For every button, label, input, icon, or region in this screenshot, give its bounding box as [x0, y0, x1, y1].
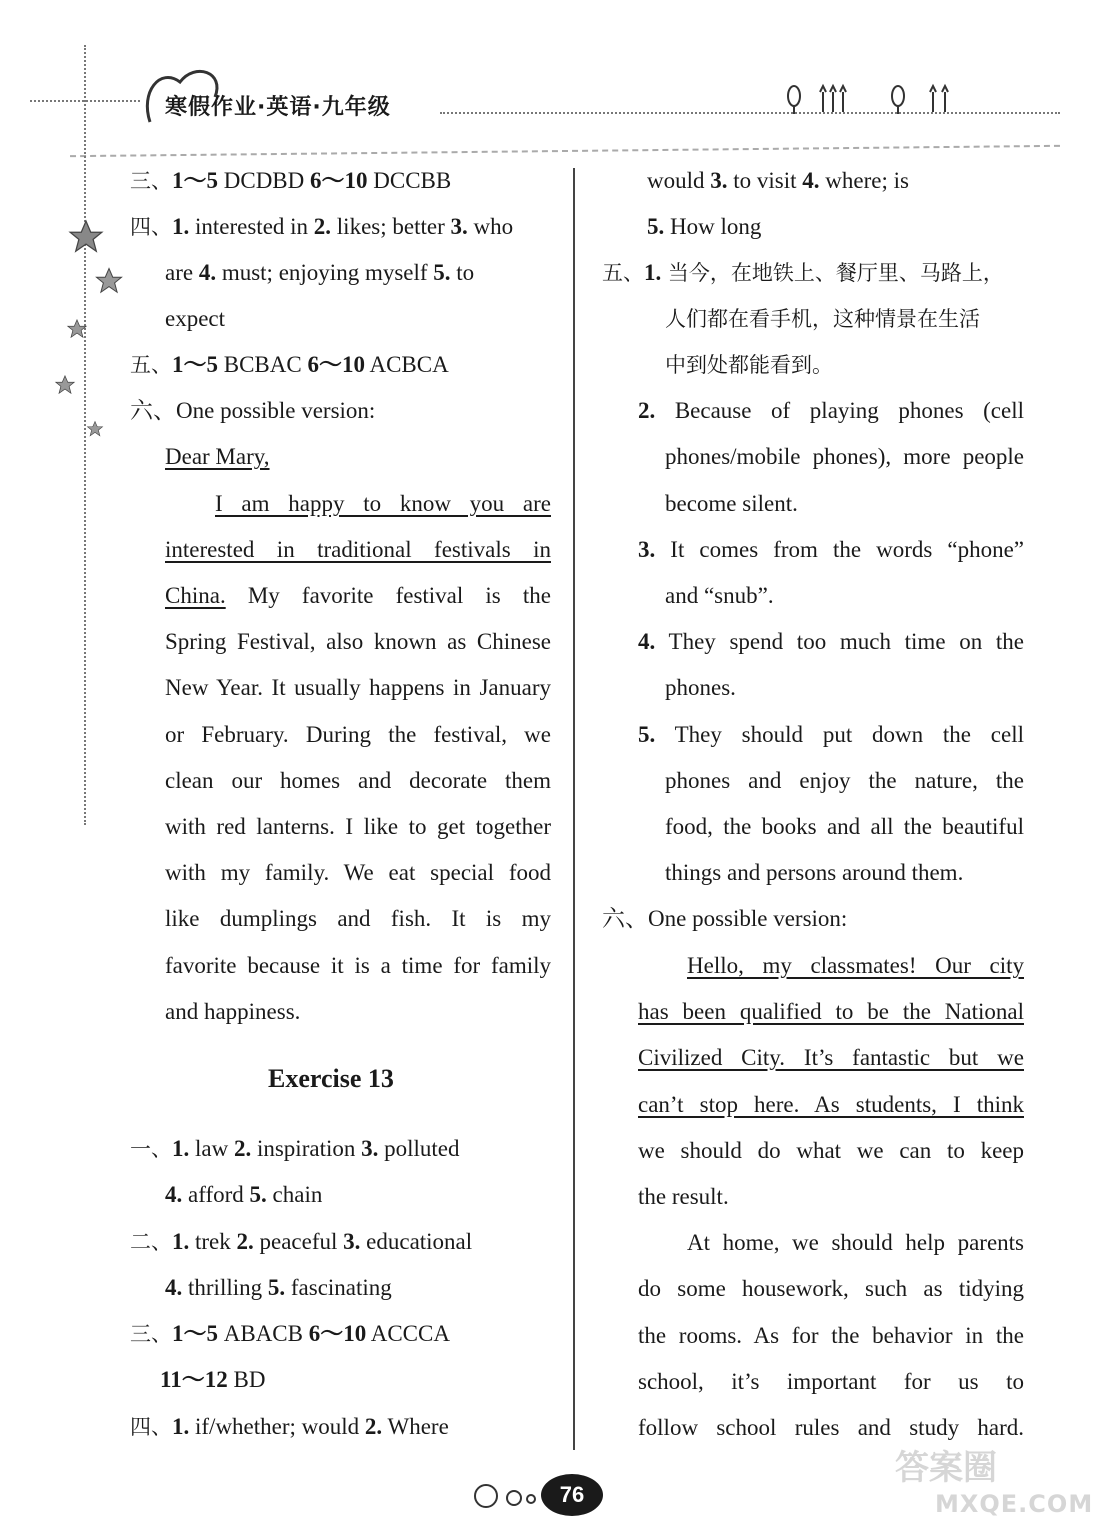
section-6-heading: 六、One possible version:	[130, 398, 376, 423]
decor-circle	[506, 1490, 522, 1506]
exercise-section-3: 三、1～5 ABACB 6～10 ACCCA	[130, 1321, 450, 1346]
header-title: 寒假作业·英语·九年级	[165, 95, 391, 120]
essay-line: interested in traditional festivals in	[165, 537, 551, 562]
essay-line: Hello, my classmates! Our city	[687, 953, 1024, 978]
reading-answer-1-line: 人们都在看手机，这种情景在生活	[665, 307, 980, 331]
star-icon	[86, 420, 104, 438]
reading-answer-5-line: food, the books and all the beautiful	[665, 814, 1024, 839]
essay-line: the result.	[638, 1184, 729, 1209]
reading-answer-4: 4. They spend too much time on the	[638, 629, 1024, 654]
exercise-section-1-cont: 4. afford 5. chain	[165, 1182, 323, 1207]
reading-answer-2-line: phones/mobile phones), more people	[665, 444, 1024, 469]
star-icon	[54, 374, 76, 396]
page-number: 76	[541, 1474, 603, 1516]
reading-answer-4-line: phones.	[665, 675, 736, 700]
section-4-line-1: 四、1. interested in 2. likes; better 3. who	[130, 214, 514, 239]
essay-line: clean our homes and decorate them	[165, 768, 551, 793]
reading-answer-5: 5. They should put down the cell	[638, 722, 1024, 747]
reading-answer-1-line: 中到处都能看到。	[665, 353, 833, 377]
section-6-heading-right: 六、One possible version:	[602, 906, 848, 931]
essay-line: New Year. It usually happens in January	[165, 675, 551, 700]
exercise-title: Exercise 13	[268, 1064, 394, 1093]
reading-answer-3: 3. It comes from the words “phone”	[638, 537, 1024, 562]
reading-answer-5-line: things and persons around them.	[665, 860, 964, 885]
star-icon	[94, 266, 124, 296]
essay-line: with my family. We eat special food	[165, 860, 551, 885]
essay-line: do some housework, such as tidying	[638, 1276, 1024, 1301]
reading-answer-2: 2. Because of playing phones (cell	[638, 398, 1024, 423]
decor-circle	[526, 1494, 536, 1504]
column-divider	[573, 168, 575, 1450]
watermark-url: MXQE.COM	[935, 1490, 1093, 1518]
essay-line: the rooms. As for the behavior in the	[638, 1323, 1024, 1348]
reading-answer-3-line: and “snub”.	[665, 583, 774, 608]
exercise-section-3-cont: 11～12 BD	[160, 1367, 266, 1392]
essay-line: like dumplings and fish. It is my	[165, 906, 551, 931]
exercise-section-2: 二、1. trek 2. peaceful 3. educational	[130, 1229, 473, 1254]
essay-line: At home, we should help parents	[687, 1230, 1024, 1255]
reading-answer-1: 五、1. 当今，在地铁上、餐厅里、马路上，	[602, 260, 1004, 285]
star-icon	[66, 218, 106, 256]
watermark-logo: 答案圈	[895, 1448, 997, 1488]
essay-line: or February. During the festival, we	[165, 722, 551, 747]
essay-line: Spring Festival, also known as Chinese	[165, 629, 551, 654]
section-4-line-2: are 4. must; enjoying myself 5. to	[165, 260, 475, 285]
essay-line: with red lanterns. I like to get together	[165, 814, 551, 839]
section-5-answers: 五、1～5 BCBAC 6～10 ACBCA	[130, 352, 449, 377]
essay-line: Civilized City. It’s fantastic but we	[638, 1045, 1024, 1070]
essay-line: follow school rules and study hard.	[638, 1415, 1024, 1440]
essay-line: has been qualified to be the National	[638, 999, 1024, 1024]
essay-line: favorite because it is a time for family	[165, 953, 551, 978]
right-answers-cont: would 3. to visit 4. where; is	[647, 168, 909, 193]
letter-salutation: Dear Mary,	[165, 444, 270, 469]
right-answers-cont-2: 5. How long	[647, 214, 762, 239]
reading-answer-5-line: phones and enjoy the nature, the	[665, 768, 1024, 793]
essay-line: and happiness.	[165, 999, 301, 1024]
section-3-answers: 三、1～5 DCDBD 6～10 DCCBB	[130, 168, 452, 193]
exercise-section-2-cont: 4. thrilling 5. fascinating	[165, 1275, 392, 1300]
essay-line: school, it’s important for us to	[638, 1369, 1024, 1394]
exercise-section-4: 四、1. if/whether; would 2. Where	[130, 1414, 449, 1439]
exercise-section-1: 一、1. law 2. inspiration 3. polluted	[130, 1136, 460, 1161]
flowers-icon	[780, 82, 980, 116]
section-4-line-3: expect	[165, 306, 226, 331]
essay-line: China. My favorite festival is the	[165, 583, 551, 608]
reading-answer-2-line: become silent.	[665, 491, 798, 516]
star-icon	[66, 318, 88, 340]
header-dotted-line	[70, 145, 1060, 157]
essay-line: can’t stop here. As students, I think	[638, 1092, 1024, 1117]
decor-circle	[474, 1484, 498, 1508]
essay-line: we should do what we can to keep	[638, 1138, 1024, 1163]
essay-line: I am happy to know you are	[215, 491, 551, 516]
